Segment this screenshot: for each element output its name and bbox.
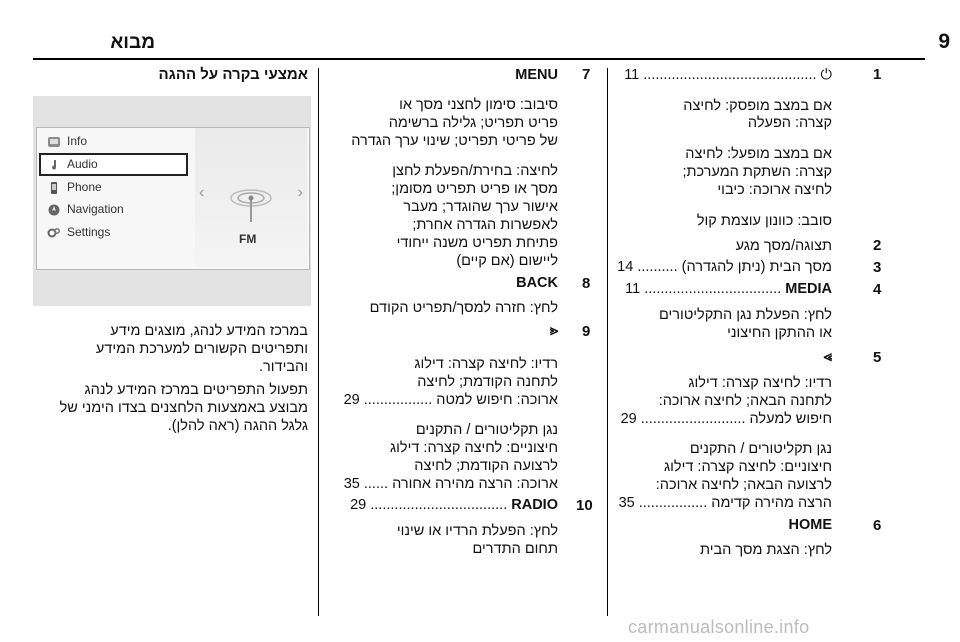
text-line: במרכז המידע לנהג, מוצגים מידע (110, 323, 308, 339)
music-note-icon (47, 159, 61, 171)
text-line: אם במצב מופעל: לחיצה (685, 146, 832, 162)
text-line: ליישום (אם קיים) (456, 253, 558, 269)
text-line: גלגל ההגה (ראה להלן). (167, 418, 308, 434)
text-line: תחום התדרים (472, 541, 558, 557)
text-line: קצרה: השתקת המערכת; (682, 164, 832, 180)
left-arrow-icon[interactable]: ‹ (199, 184, 205, 201)
text-line: לחץ: הצגת מסך הבית (699, 542, 832, 558)
menu-item-settings[interactable]: Settings (41, 223, 186, 242)
column-divider (607, 68, 608, 616)
text-line: והבידור. (259, 359, 308, 375)
text-line: לחץ: חזרה למסך/תפריט הקודם (369, 300, 558, 316)
text-line: פתיחת תפריט משנה ייחודי (396, 235, 558, 251)
item-number: 3 (873, 259, 882, 276)
text-line: נגן תקליטורים / התקנים (415, 422, 558, 438)
item-number: 4 (873, 281, 882, 298)
menu-item-navigation[interactable]: Navigation (41, 200, 186, 219)
text-line: סובב: כוונון עוצמת קול (696, 213, 832, 229)
item-number: 1 (873, 66, 882, 83)
item-number: 8 (582, 275, 591, 292)
text-line: לרצועה הבאה; לחיצה ארוכה: (655, 477, 832, 493)
item-heading: BACK (516, 275, 558, 291)
item-heading: MEDIA 11 .................................. (625, 281, 832, 297)
menu-item-phone[interactable]: Phone (41, 178, 186, 197)
item-reference: 11 ........................................... ⏻ (624, 67, 832, 83)
text-line: ארוכה: הרצה מהירה אחורה 35 ...... (343, 476, 558, 492)
text-line: אישור ערך שהוגדר; מעבר (403, 199, 558, 215)
item-number: 6 (873, 517, 882, 534)
column-divider (318, 68, 319, 616)
text-line: תפעול התפריטים במרכז המידע לנהג (84, 382, 308, 398)
text-line: חיצוניים: לחיצה קצרה: דילוג (664, 459, 832, 475)
text-line: סיבוב: סימון לחצני מסך או (399, 97, 558, 113)
text-line: לתחנה הקודמת; לחיצה (417, 374, 558, 390)
text-line: לחיצה ארוכה: כיבוי (717, 182, 832, 198)
menu-item-audio[interactable]: Audio (41, 155, 186, 174)
display-illustration (33, 96, 311, 306)
text-line: של פריטי תפריט; שינוי ערך הגדרה (351, 133, 558, 149)
radio-waves-icon (229, 186, 273, 226)
text-line: או ההתקן החיצוני (727, 325, 832, 341)
item-number: 9 (582, 323, 591, 340)
item-heading: HOME (788, 517, 832, 533)
text-line: אם במצב מופסק: לחיצה (683, 98, 832, 114)
text-line: ותפריטים הקשורים למערכת המידע (95, 341, 308, 357)
text-line: מסך הבית (ניתן להגדרה) 14 .......... (617, 259, 832, 275)
item-heading: MENU (515, 67, 558, 83)
text-line: לרצועה הקודמת; לחיצה (414, 458, 558, 474)
text-line: לחץ: הפעלת הרדיו או שינוי (396, 523, 558, 539)
text-line: רדיו: לחיצה קצרה: דילוג (414, 356, 558, 372)
menu-item-info[interactable]: Info (41, 132, 186, 151)
chapter-title: מבוא (110, 32, 155, 53)
text-line: ארוכה: חיפוש למטה 29 ................. (343, 392, 558, 408)
right-arrow-icon[interactable]: › (297, 184, 303, 201)
watermark: carmanualsonline.info (628, 617, 810, 637)
text-line: חיצוניים: לחיצה קצרה: דילוג (390, 440, 558, 456)
text-line: מבוצע באמצעות הלחצנים בצדו הימני של (59, 400, 308, 416)
header-rule (33, 58, 925, 60)
info-display-screen (36, 127, 310, 270)
text-line: לחיצה: בחירת/הפעלת לחצן (392, 163, 558, 179)
info-icon (47, 136, 61, 148)
item-number: 5 (873, 349, 882, 366)
text-line: הרצה מהירה קדימה 35 ................. (618, 495, 832, 511)
compass-icon (47, 204, 61, 216)
text-line: תצוגה/מסך מגע (735, 238, 832, 254)
item-number: 7 (582, 66, 591, 83)
item-heading: RADIO 29 .................................. (350, 497, 558, 513)
item-number: 2 (873, 237, 882, 254)
seek-back-icon: ⪡ (549, 323, 558, 339)
text-line: לאפשרות הגדרה אחרת; (412, 217, 558, 233)
text-line: חיפוש למעלה 29 .......................... (620, 411, 832, 427)
phone-icon (47, 182, 61, 194)
text-line: נגן תקליטורים / התקנים (689, 441, 832, 457)
page-number: 9 (938, 30, 950, 53)
source-label: FM (239, 232, 257, 246)
settings-icon (47, 227, 61, 239)
section-heading: אמצעי בקרה על ההגה (158, 66, 308, 83)
text-line: לתחנה הבאה; לחיצה ארוכה: (658, 393, 832, 409)
text-line: לחץ: הפעלת נגן התקליטורים (659, 307, 832, 323)
seek-forward-icon: ⪢ (823, 349, 832, 365)
text-line: רדיו: לחיצה קצרה: דילוג (688, 375, 832, 391)
text-line: קצרה: הפעלה (747, 115, 832, 131)
text-line: מסך או פריט תפריט מסומן; (391, 181, 558, 197)
item-number: 10 (576, 497, 593, 514)
audio-panel (195, 128, 307, 267)
text-line: פריט תפריט; גלילה ברשימה (388, 115, 558, 131)
